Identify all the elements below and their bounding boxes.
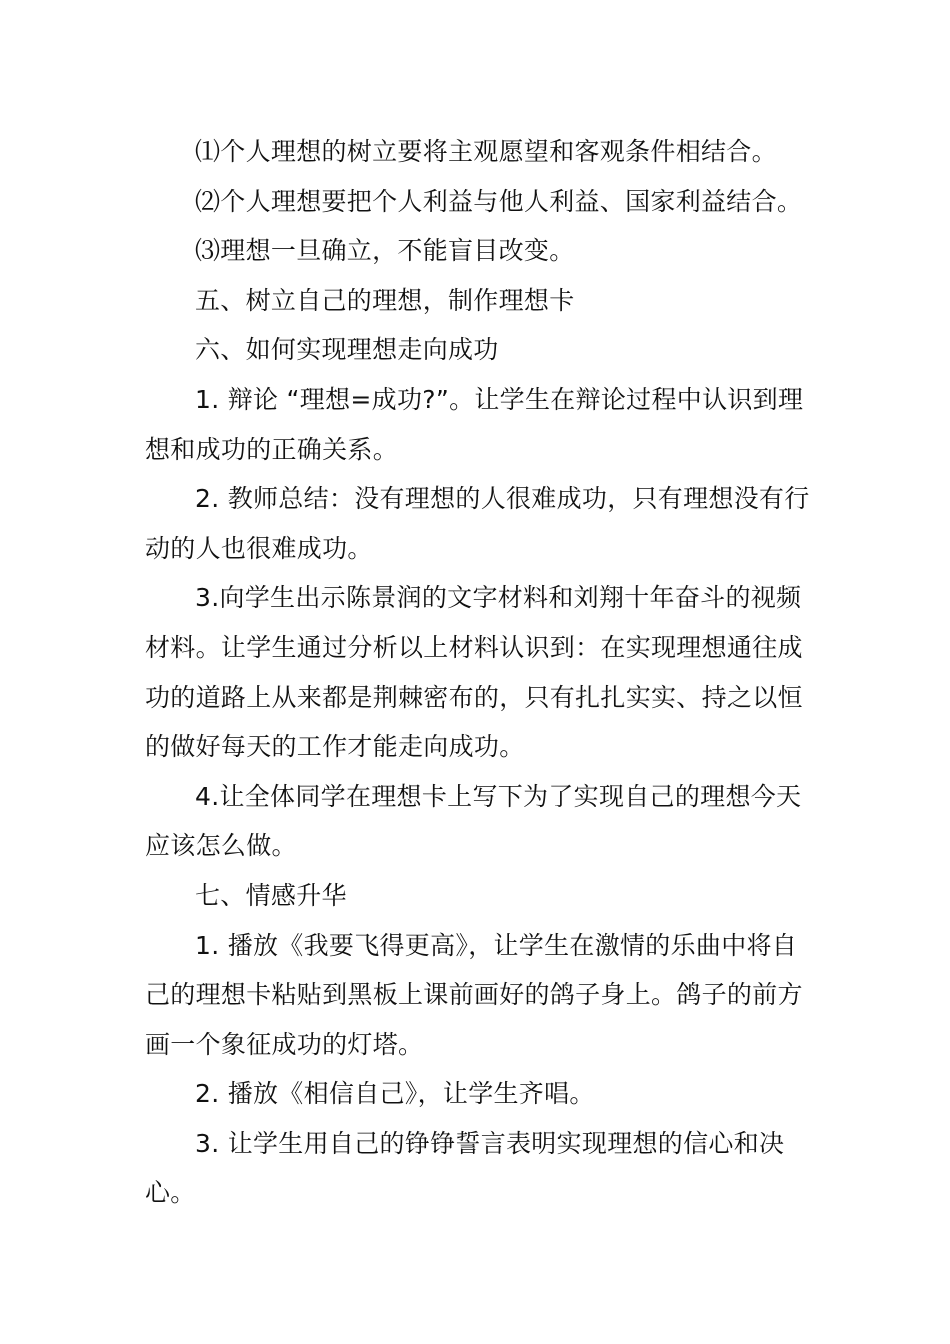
paragraph-debate: 1. 辩论 “理想=成功?”。让学生在辩论过程中认识到理想和成功的正确关系。 <box>145 384 804 464</box>
paragraph-principle-2: ⑵个人理想要把个人利益与他人利益、国家利益结合。 <box>195 186 803 216</box>
section-heading-5: 五、树立自己的理想，制作理想卡 <box>195 285 575 315</box>
document-body <box>145 127 810 1218</box>
paragraph-teacher-summary: 2. 教师总结：没有理想的人很难成功，只有理想没有行动的人也很难成功。 <box>145 484 810 563</box>
section-heading-7: 七、情感升华 <box>195 880 347 910</box>
paragraph-song-2: 2. 播放《相信自己》，让学生齐唱。 <box>195 1079 595 1109</box>
paragraph-principle-3: ⑶理想一旦确立，不能盲目改变。 <box>195 236 575 266</box>
paragraph-ideal-card: 4.让全体同学在理想卡上写下为了实现自己的理想今天应该怎么做。 <box>145 781 802 861</box>
paragraph-materials: 3.向学生出示陈景润的文字材料和刘翔十年奋斗的视频材料。让学生通过分析以上材料认识到：在实现理想通往成功的道路上从来都是荆棘密布的，只有扎扎实实、持之以恒的做好每天的工作才能走向成功。 <box>145 583 803 762</box>
paragraph-oath: 3. 让学生用自己的铮铮誓言表明实现理想的信心和决心。 <box>145 1128 785 1208</box>
paragraph-principle-1: ⑴个人理想的树立要将主观愿望和客观条件相结合。 <box>195 137 777 166</box>
section-heading-6: 六、如何实现理想走向成功 <box>195 335 499 365</box>
paragraph-song-1: 1. 播放《我要飞得更高》，让学生在激情的乐曲中将自己的理想卡粘贴到黑板上课前画好的鸽子身上。鸽子的前方画一个象征成功的灯塔。 <box>145 930 803 1059</box>
